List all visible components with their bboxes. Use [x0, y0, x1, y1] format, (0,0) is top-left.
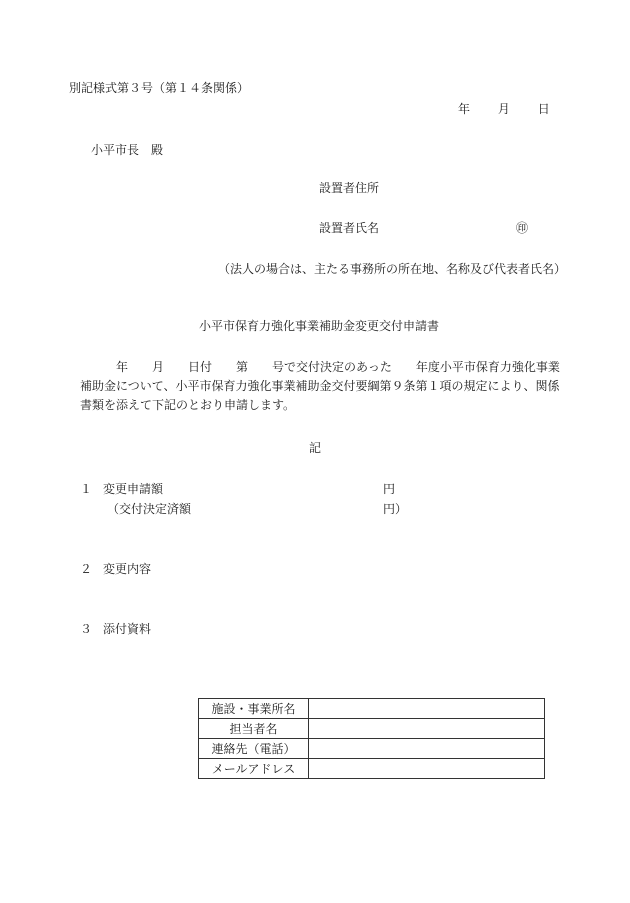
body-line-1: 年 月 日付 第 号で交付決定のあった 年度小平市保育力強化事業 [116, 360, 560, 374]
date-line [458, 103, 550, 115]
item-2-label: 変更内容 [103, 562, 152, 576]
date-year: 年 [458, 102, 471, 116]
item-1-unit: 円 [383, 482, 396, 496]
email-value[interactable] [309, 759, 545, 779]
facility-name-value[interactable] [309, 699, 545, 719]
email-label: メールアドレス [199, 759, 309, 779]
person-in-charge-value[interactable] [309, 719, 545, 739]
table-row [199, 739, 545, 759]
item-1b-label: （交付決定済額 [107, 502, 192, 516]
applicant-name-label: 設置者氏名 [319, 221, 380, 235]
table-row [199, 719, 545, 739]
applicant-address-label: 設置者住所 [319, 181, 380, 195]
body-line-3: 書類を添えて下記のとおり申請します。 [80, 398, 296, 412]
phone-value[interactable] [309, 739, 545, 759]
item-2-number: ２ [80, 562, 93, 576]
form-number: 別記様式第３号（第１４条関係） [69, 81, 250, 95]
ki-heading: 記 [309, 441, 322, 455]
phone-label: 連絡先（電話） [199, 739, 309, 759]
seal-mark: ㊞ [516, 221, 529, 235]
addressee: 小平市長 殿 [91, 143, 164, 157]
date-month: 月 [497, 102, 510, 116]
table-row [199, 759, 545, 779]
item-3-label: 添付資料 [103, 622, 152, 636]
body-line-2: 補助金について、小平市保育力強化事業補助金交付要綱第９条第１項の規定により、関係 [80, 379, 560, 393]
item-3-number: ３ [80, 622, 93, 636]
document-title: 小平市保育力強化事業補助金変更交付申請書 [199, 319, 440, 333]
corporate-note: （法人の場合は、主たる事務所の所在地、名称及び代表者氏名） [218, 262, 567, 276]
body-paragraph [80, 358, 560, 415]
item-1b-unit: 円） [383, 502, 408, 516]
facility-name-label: 施設・事業所名 [199, 699, 309, 719]
item-1-number: １ [80, 482, 93, 496]
table-row [199, 699, 545, 719]
item-1-label: 変更申請額 [103, 482, 164, 496]
person-in-charge-label: 担当者名 [199, 719, 309, 739]
date-day: 日 [537, 102, 550, 116]
contact-table [198, 698, 545, 779]
